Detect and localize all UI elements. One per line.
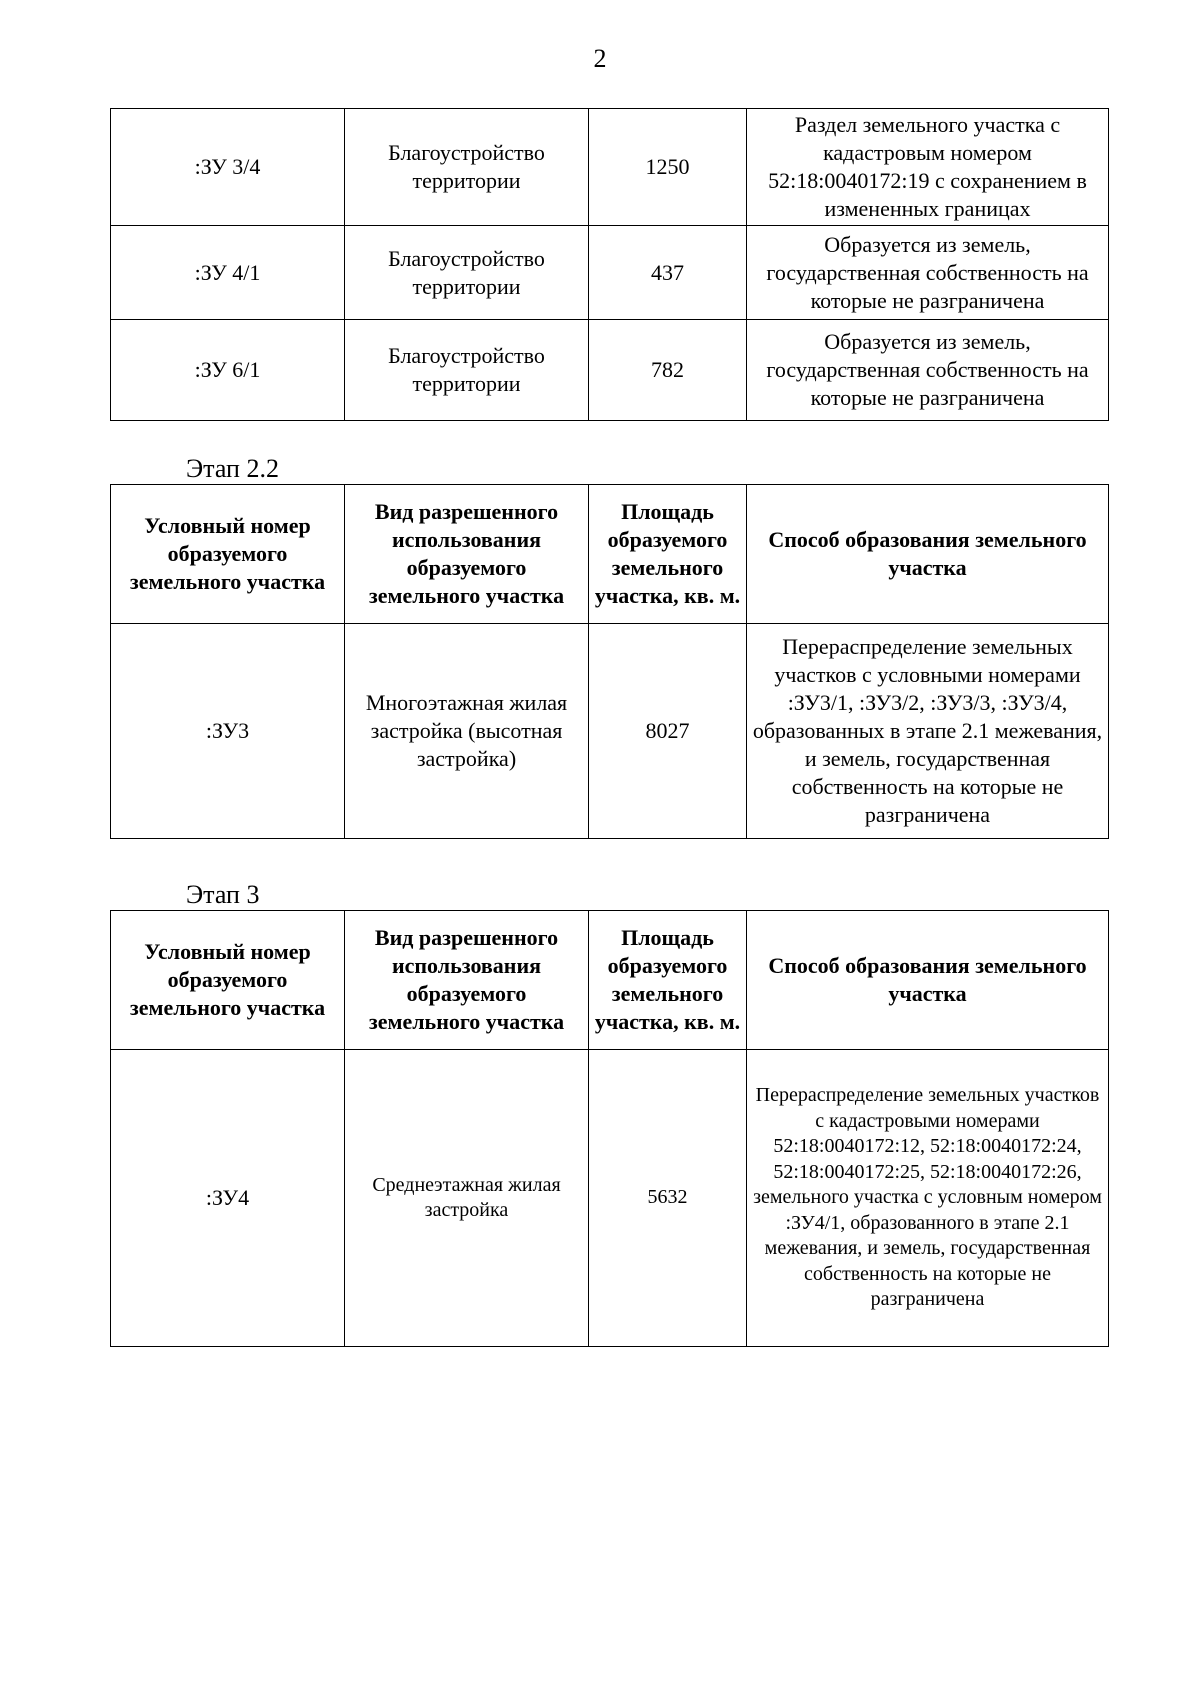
stage-3-title: Этап 3 [186,880,260,909]
table-header-row [111,485,1109,624]
table-header-row [111,911,1109,1050]
area-cell: 1250 [589,109,747,226]
header-formation-method: Способ образования земельного участка [747,911,1109,1050]
header-parcel-number: Условный номер образуемого земельного участка [111,911,345,1050]
formation-method-cell: Раздел земельного участка с кадастровым номером 52:18:0040172:19 с сохранением в измененных границах [747,109,1109,226]
formation-method-cell: Образуется из земель, государственная собственность на которые не разграничена [747,320,1109,421]
formation-method-cell: Перераспределение земельных участков с кадастровыми номерами 52:18:0040172:12, 52:18:0040172:24, 52:18:0040172:25, 52:18:0040172:26, земельного участка с условным номером :ЗУ4/1, образованного в этапе 2.1 межевания, и земель, государственная собственность на которые не разграничена [747,1050,1109,1347]
parcel-number-cell: :ЗУ 6/1 [111,320,345,421]
area-cell: 782 [589,320,747,421]
permitted-use-cell: Многоэтажная жилая застройка (высотная застройка) [345,624,589,839]
stage-3-table [110,910,1109,1347]
parcel-number-cell: :ЗУ3 [111,624,345,839]
permitted-use-cell: Благоустройство территории [345,320,589,421]
header-formation-method: Способ образования земельного участка [747,485,1109,624]
header-parcel-number: Условный номер образуемого земельного участка [111,485,345,624]
parcel-number-cell: :ЗУ4 [111,1050,345,1347]
stage-2-2-title: Этап 2.2 [186,454,279,483]
area-cell: 8027 [589,624,747,839]
header-area: Площадь образуемого земельного участка, кв. м. [589,485,747,624]
table-row [111,624,1109,839]
header-area: Площадь образуемого земельного участка, кв. м. [589,911,747,1050]
parcel-number-cell: :ЗУ 4/1 [111,226,345,320]
formation-method-cell: Перераспределение земельных участков с условными номерами :ЗУ3/1, :ЗУ3/2, :ЗУ3/3, :ЗУ3/4, образованных в этапе 2.1 межевания, и земель, государственная собственность на которые не разграничена [747,624,1109,839]
area-cell: 437 [589,226,747,320]
stage-2-2-table [110,484,1109,839]
parcel-number-cell: :ЗУ 3/4 [111,109,345,226]
formation-method-cell: Образуется из земель, государственная собственность на которые не разграничена [747,226,1109,320]
header-permitted-use: Вид разрешенного использования образуемого земельного участка [345,911,589,1050]
table-row [111,226,1109,320]
parcels-table-continued [110,108,1109,421]
permitted-use-cell: Благоустройство территории [345,109,589,226]
permitted-use-cell: Среднеэтажная жилая застройка [345,1050,589,1347]
table-row [111,109,1109,226]
table-row [111,320,1109,421]
header-permitted-use: Вид разрешенного использования образуемого земельного участка [345,485,589,624]
permitted-use-cell: Благоустройство территории [345,226,589,320]
page-number: 2 [593,44,607,73]
area-cell: 5632 [589,1050,747,1347]
table-row [111,1050,1109,1347]
